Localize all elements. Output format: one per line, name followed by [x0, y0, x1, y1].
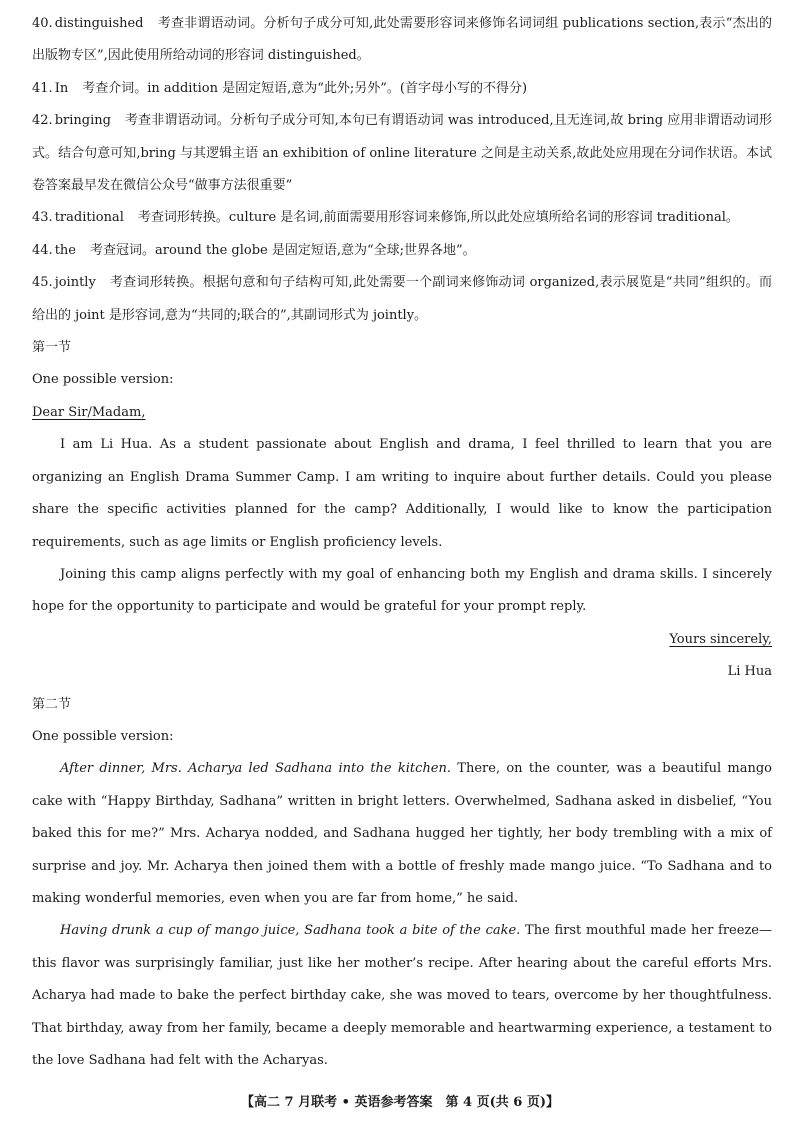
answer-item-41 — [32, 73, 772, 105]
story-paragraph-1-lead: After dinner, Mrs. Acharya led Sadhana into the kitchen. — [60, 761, 452, 777]
answer-explanation: 考查词形转换。根据句意和句子结构可知,此处需要一个副词来修饰动词 organized,表示展览是“共同”组织的。而给出的 joint 是形容词,意为“共同的;联合的”,其副词形式为 jointly。 — [32, 275, 772, 323]
answer-item-40 — [32, 8, 772, 73]
answer-item-43 — [32, 202, 772, 234]
page-footer: 【高二 7 月联考 • 英语参考答案 第 4 页(共 6 页)】 — [241, 1095, 559, 1110]
letter-paragraph-2: Joining this camp aligns perfectly with my goal of enhancing both my English and drama skills. I sincerely hope for the opportunity to participate and would be grateful for your prompt reply. — [32, 566, 772, 615]
answer-item-45 — [32, 267, 772, 332]
answer-explanation: 考查非谓语动词。分析句子成分可知,此处需要形容词来修饰名词词组 publications section,表示“杰出的出版物专区”,因此使用所给动词的形容词 distinguished。 — [32, 16, 772, 64]
story-paragraph-2-body: The first mouthful made her freeze—this flavor was surprisingly familiar, just like her mother’s recipe. After hearing about the careful efforts Mrs. Acharya had made to bake the perfect birthday cake, she was moved to tears, overcome by her thoughtfulness. That birthday, away from her family, became a deeply memorable and heartwarming experience, a testament to the love Sadhana had felt with the Acharyas. — [32, 923, 772, 1068]
answer-explanation: 考查冠词。around the globe 是固定短语,意为“全球;世界各地”。 — [89, 242, 476, 258]
story-paragraph-1 — [32, 753, 772, 915]
answer-word: jointly — [54, 275, 96, 291]
section1-intro: One possible version: — [32, 372, 174, 388]
answer-word: traditional — [54, 210, 124, 226]
section1-heading: 第一节 — [32, 340, 72, 356]
answer-explanation: 考查介词。in addition 是固定短语,意为“此外;另外”。(首字母小写的不得分) — [82, 80, 528, 96]
item-number: 44. — [32, 242, 53, 258]
answer-word: bringing — [54, 113, 111, 129]
answer-explanation: 考查词形转换。culture 是名词,前面需要用形容词来修饰,所以此处应填所给名词的形容词 traditional。 — [137, 210, 739, 226]
answer-explanation: 考查非谓语动词。分析句子成分可知,本句已有谓语动词 was introduced,且无连词,故 bring 应用非谓语动词形式。结合句意可知,bring 与其逻辑主语 an exhibition of online literature 之间是主动关系,故此处应用现在分词作状语。本试卷答案最早发在微信公众号“做事方法很重要” — [32, 113, 772, 194]
item-number: 40. — [32, 16, 53, 31]
letter-paragraph-1: I am Li Hua. As a student passionate about English and drama, I feel thrilled to learn that you are organizing an English Drama Summer Camp. I am writing to inquire about further details. Could you please share the specific activities planned for the camp? Additionally, I would like to know the participation requirements, such as age limits or English proficiency levels. — [32, 437, 772, 550]
item-number: 42. — [32, 113, 53, 129]
story-paragraph-2 — [32, 915, 772, 1077]
answer-word: In — [54, 80, 69, 96]
story-paragraph-1-body: There, on the counter, was a beautiful mango cake with “Happy Birthday, Sadhana” written in bright letters. Overwhelmed, Sadhana asked in disbelief, “You baked this for me?” Mrs. Acharya nodded, and Sadhana hugged her tightly, her body trembling with a mix of surprise and joy. Mr. Acharya then joined them with a bottle of freshly made mango juice. “To Sadhana and to making wonderful memories, even when you are far from home,” he said. — [32, 761, 772, 906]
answer-item-44 — [32, 235, 772, 267]
answer-word: distinguished — [54, 16, 144, 31]
item-number: 41. — [32, 80, 53, 96]
letter-greeting: Dear Sir/Madam, — [32, 404, 146, 420]
answer-page — [32, 8, 772, 1077]
item-number: 45. — [32, 275, 53, 291]
section2-heading: 第二节 — [32, 696, 72, 712]
story-paragraph-2-lead: Having drunk a cup of mango juice, Sadhana took a bite of the cake. — [60, 923, 521, 939]
answer-word: the — [54, 242, 76, 258]
answer-item-42 — [32, 105, 772, 202]
section2-intro: One possible version: — [32, 728, 174, 744]
letter-closing: Yours sincerely, — [669, 631, 772, 647]
letter-signature: Li Hua — [727, 664, 772, 680]
item-number: 43. — [32, 210, 53, 226]
